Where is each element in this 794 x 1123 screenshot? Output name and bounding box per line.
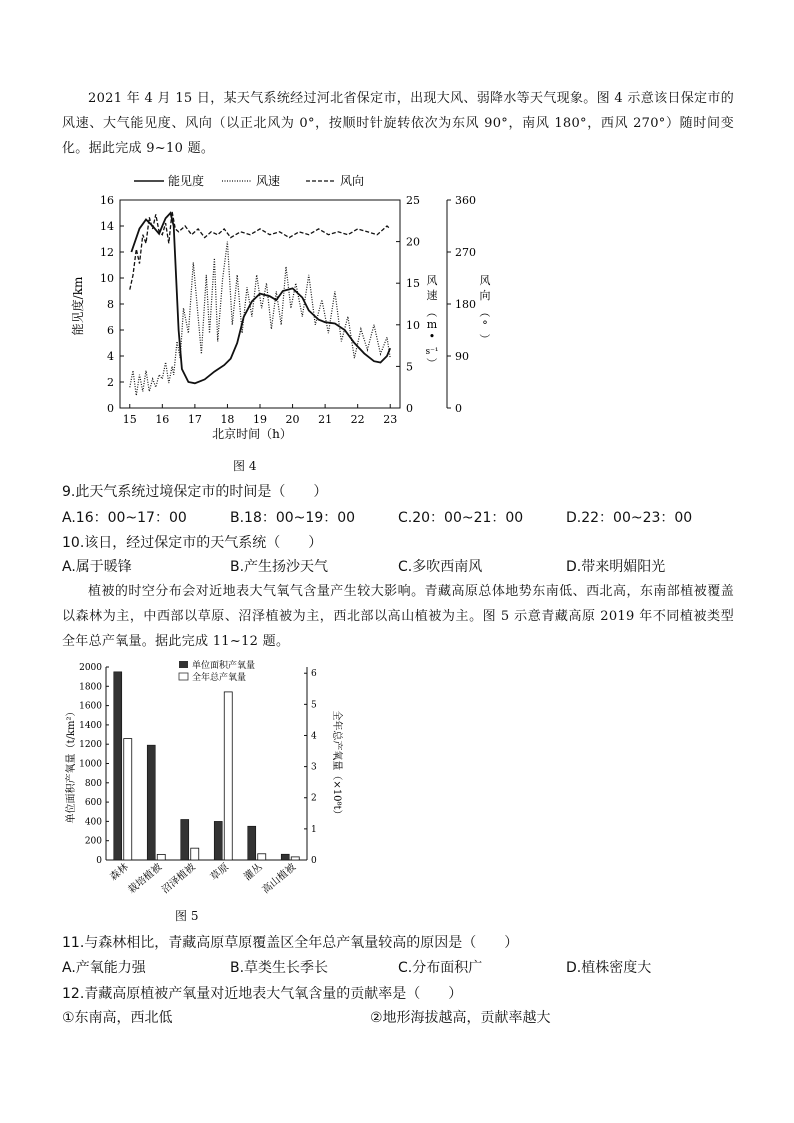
bar-unit-area	[181, 819, 189, 860]
svg-text:向: 向	[479, 289, 491, 302]
svg-text:°: °	[482, 319, 488, 332]
q12-item-2[interactable]: ②地形海拔越高，贡献率越大	[370, 1010, 551, 1026]
y-tick-label: 16	[100, 194, 114, 207]
wind-tick-label: 25	[406, 194, 420, 207]
y-left-tick-label: 1800	[79, 682, 102, 693]
y-left-tick-label: 1200	[79, 740, 102, 751]
x-tick-label: 18	[220, 413, 235, 426]
bar-total	[224, 692, 232, 860]
q11-option-b[interactable]: B.草类生长季长	[230, 960, 329, 976]
q11-option-d[interactable]: D.植株密度大	[566, 960, 652, 976]
x-tick-label: 19	[253, 413, 267, 426]
x-tick-label: 22	[350, 413, 365, 426]
y-tick-label: 12	[100, 246, 114, 259]
q9-option-b[interactable]: B.18：00~19：00	[230, 510, 356, 526]
legend-unit-area: 单位面积产氧量	[192, 661, 256, 671]
wind-tick-label: 10	[406, 318, 420, 332]
y-tick-label: 4	[107, 350, 114, 363]
wind-tick-label: 20	[406, 235, 420, 249]
x-tick-label: 16	[155, 413, 170, 426]
y-right-tick-label: 6	[311, 669, 317, 680]
dir-tick-label: 0	[455, 402, 462, 415]
bar-total	[124, 739, 132, 860]
passage-2: 植被的时空分布会对近地表大气氧气含量产生较大影响。青藏高原总体地势东南低、西北高，东南部植被覆盖以森林为主，中西部以草原、沼泽植被为主，西北部以高山植被为主。图 5 示意青藏高原 2019 年不同植被类型全年总产氧量。据此完成 11~12 题。	[62, 584, 734, 649]
dir-tick-label: 270	[455, 246, 476, 259]
svg-text:•: •	[428, 330, 436, 343]
dir-tick-label: 360	[455, 194, 476, 207]
q9-stem: 9.此天气系统过境保定市的时间是（ ）	[62, 484, 328, 500]
category-label: 草原	[208, 861, 232, 884]
q11-option-a[interactable]: A.产氧能力强	[62, 960, 146, 976]
q10-option-d[interactable]: D.带来明媚阳光	[566, 559, 666, 575]
bar-unit-area	[147, 745, 155, 860]
y-right-tick-label: 4	[311, 731, 317, 742]
wind-tick-label: 0	[406, 402, 413, 415]
fig4-plot-frame	[120, 200, 400, 408]
bar-unit-area	[214, 821, 222, 860]
bar-unit-area	[114, 672, 122, 860]
fig5-bars	[107, 672, 299, 896]
x-tick-label: 20	[285, 413, 300, 426]
fig4-axes	[100, 194, 476, 426]
y-left-tick-label: 400	[84, 817, 102, 828]
fig5-legend	[179, 659, 255, 683]
passage-1: 2021 年 4 月 15 日，某天气系统经过河北省保定市，出现大风、弱降水等天气现象。图 4 示意该日保定市的风速、大气能见度、风向（以正北风为 0°，按顺时针旋转依次为东风 90°，南风 180°，西风 270°）随时间变化。据此完成 9~10 题。	[62, 91, 734, 156]
y-left-tick-label: 1000	[79, 759, 102, 770]
wind-tick-label: 5	[406, 360, 413, 374]
q9-option-d[interactable]: D.22：00~23：00	[566, 510, 693, 526]
category-label: 高山植被	[260, 861, 299, 897]
bar-unit-area	[248, 826, 256, 860]
x-tick-label: 23	[383, 413, 398, 426]
y-left-tick-label: 800	[84, 778, 102, 789]
y-left-tick-label: 200	[84, 836, 102, 847]
q9-option-a[interactable]: A.16：00~17：00	[62, 510, 187, 526]
bar-total	[291, 857, 299, 860]
y-tick-label: 6	[107, 324, 114, 337]
svg-text:风: 风	[426, 274, 438, 287]
x-tick-label: 21	[318, 413, 333, 426]
series-visibility	[131, 213, 390, 383]
q12-item-1[interactable]: ①东南高，西北低	[62, 1010, 173, 1026]
series-wind_speed	[130, 242, 390, 396]
y-tick-label: 10	[100, 272, 114, 285]
legend-swatch-total	[179, 673, 188, 680]
q10-option-c[interactable]: C.多吹西南风	[398, 559, 483, 575]
dir-tick-label: 90	[455, 350, 469, 363]
category-label: 沼泽植被	[159, 861, 198, 897]
q10-stem: 10.该日，经过保定市的天气系统（ ）	[62, 535, 323, 551]
fig4-legend	[134, 173, 364, 188]
legend-wind-speed: 风速	[256, 174, 281, 188]
svg-text:风: 风	[479, 274, 491, 287]
y-left-tick-label: 600	[84, 798, 102, 809]
category-label: 灌丛	[242, 861, 265, 884]
fig4-ylabel-wind	[425, 274, 438, 369]
q10-option-b[interactable]: B.产生扬沙天气	[230, 559, 329, 575]
figure-5-chart	[62, 655, 352, 905]
q12-stem: 12.青藏高原植被产氧量对近地表大气氧含量的贡献率是（ ）	[62, 986, 463, 1002]
figure-4-caption: 图 4	[233, 459, 257, 473]
bar-total	[157, 854, 165, 860]
q9-option-c[interactable]: C.20：00~21：00	[398, 510, 524, 526]
figure-5-caption: 图 5	[175, 909, 199, 923]
y-right-tick-label: 5	[311, 700, 317, 711]
svg-text:（: （	[478, 306, 491, 318]
y-tick-label: 14	[100, 220, 114, 233]
y-left-tick-label: 2000	[79, 663, 102, 673]
y-right-tick-label: 2	[311, 793, 317, 804]
y-tick-label: 8	[107, 298, 114, 311]
fig4-xlabel: 北京时间（h）	[212, 427, 292, 441]
y-left-tick-label: 1600	[79, 701, 102, 712]
x-tick-label: 15	[122, 413, 137, 426]
y-right-tick-label: 3	[311, 762, 317, 773]
series-wind_direction	[130, 212, 390, 290]
y-left-tick-label: 1400	[79, 720, 102, 731]
y-tick-label: 2	[107, 376, 114, 389]
figure-4-chart	[62, 166, 522, 450]
fig4-ylabel-dir	[478, 274, 491, 345]
fig5-ylabel-right: 全年总产氧量（×10⁸t）	[331, 710, 342, 820]
fig4-ylabel-left: 能见度/km	[71, 276, 85, 336]
svg-text:s⁻¹: s⁻¹	[425, 347, 439, 357]
q11-stem: 11.与森林相比，青藏高原草原覆盖区全年总产氧量较高的原因是（ ）	[62, 935, 519, 951]
legend-total: 全年总产氧量	[192, 673, 247, 683]
category-label: 森林	[108, 861, 131, 884]
svg-text:m: m	[426, 318, 438, 331]
y-right-tick-label: 1	[311, 824, 317, 835]
legend-visibility: 能见度	[168, 174, 205, 188]
fig4-series	[130, 212, 390, 396]
fig5-ylabel-left: 单位面积产氧量（t/km²）	[66, 706, 77, 824]
svg-text:）: ）	[425, 357, 438, 369]
wind-tick-label: 15	[406, 277, 420, 291]
q11-option-c[interactable]: C.分布面积广	[398, 960, 483, 976]
legend-wind-direction: 风向	[340, 174, 365, 188]
y-tick-label: 0	[107, 402, 114, 415]
y-left-tick-label: 0	[96, 856, 102, 866]
svg-text:速: 速	[426, 289, 438, 302]
y-right-tick-label: 0	[311, 856, 317, 866]
q10-option-a[interactable]: A.属于暖锋	[62, 559, 132, 575]
x-tick-label: 17	[187, 413, 202, 426]
svg-text:）: ）	[478, 333, 491, 345]
legend-swatch-unit	[179, 661, 188, 668]
bar-total	[258, 854, 266, 860]
bar-unit-area	[281, 854, 289, 860]
svg-text:（: （	[425, 306, 438, 318]
bar-total	[191, 848, 199, 860]
category-label: 栽培植被	[126, 861, 165, 897]
dir-tick-label: 180	[455, 298, 476, 311]
